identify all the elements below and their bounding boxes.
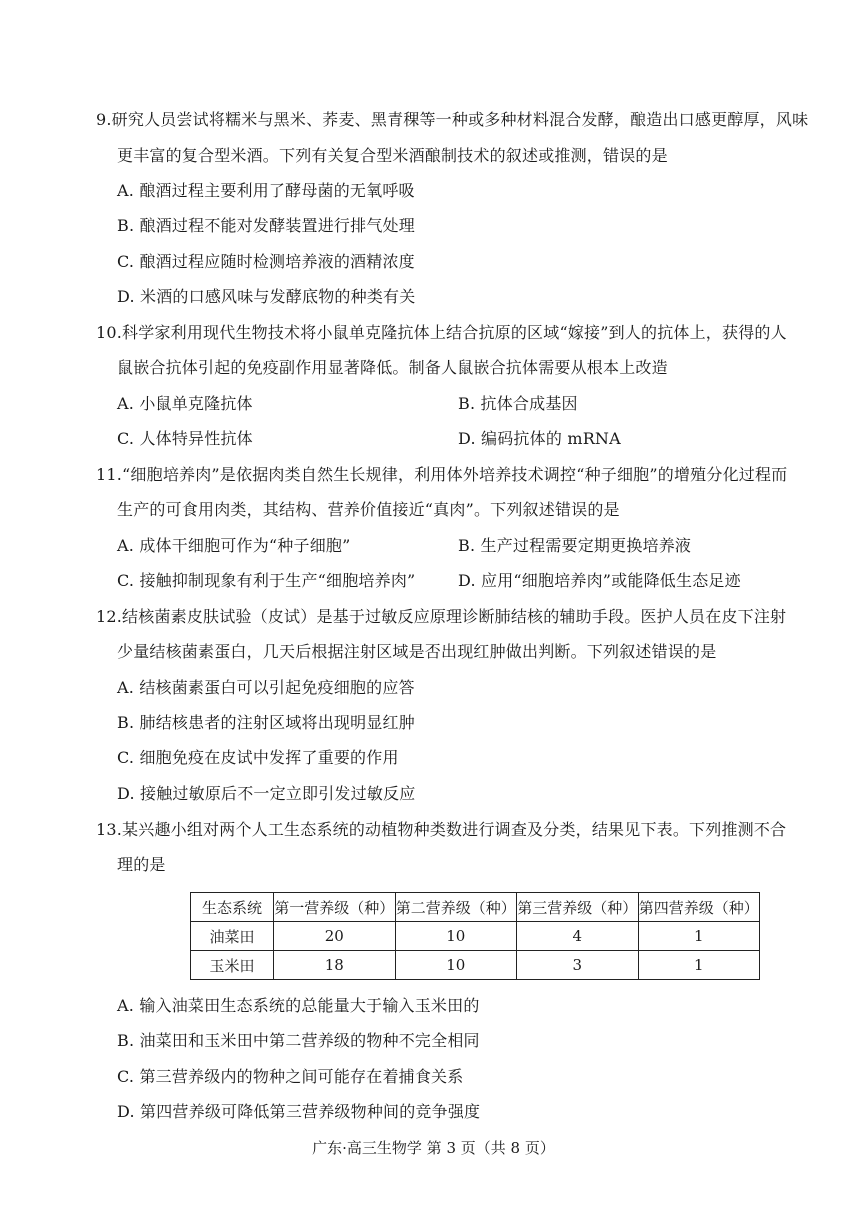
table-cell: 18 — [274, 951, 396, 980]
q11-stem-line2: 生产的可食用肉类，其结构、营养价值接近“真肉”。下列叙述错误的是 — [117, 500, 620, 519]
table-header-row — [191, 893, 760, 922]
q13-option-a: A. 输入油菜田生态系统的总能量大于输入玉米田的 — [117, 996, 480, 1015]
trophic-level-table — [190, 892, 760, 980]
q11-option-c: C. 接触抑制现象有利于生产“细胞培养肉” — [117, 571, 416, 590]
table-header-cell: 第一营养级（种） — [274, 893, 396, 922]
q11-stem-line1: 11.“细胞培养肉”是依据肉类自然生长规律，利用体外培养技术调控“种子细胞”的增殖分化过程而 — [96, 465, 788, 484]
table-header-cell: 生态系统 — [191, 893, 274, 922]
q10-option-b: B. 抗体合成基因 — [458, 394, 578, 413]
table-row — [191, 922, 760, 951]
q12-option-d: D. 接触过敏原后不一定立即引发过敏反应 — [117, 784, 416, 803]
q10-stem-line1: 10.科学家利用现代生物技术将小鼠单克隆抗体上结合抗原的区域“嫁接”到人的抗体上，获得的人 — [96, 323, 787, 342]
table-cell: 10 — [395, 922, 517, 951]
q12-option-b: B. 肺结核患者的注射区域将出现明显红肿 — [117, 713, 415, 732]
q11-option-d: D. 应用“细胞培养肉”或能降低生态足迹 — [458, 571, 741, 590]
table-cell: 20 — [274, 922, 396, 951]
table-header-cell: 第三营养级（种） — [517, 893, 639, 922]
table-cell: 1 — [638, 922, 760, 951]
table-row — [191, 951, 760, 980]
table-cell: 4 — [517, 922, 639, 951]
q9-option-b: B. 酿酒过程不能对发酵装置进行排气处理 — [117, 216, 415, 235]
q9-stem-line2: 更丰富的复合型米酒。下列有关复合型米酒酿制技术的叙述或推测，错误的是 — [117, 146, 668, 165]
q13-option-c: C. 第三营养级内的物种之间可能存在着捕食关系 — [117, 1067, 464, 1086]
q11-option-b: B. 生产过程需要定期更换培养液 — [458, 536, 692, 555]
q10-option-c: C. 人体特异性抗体 — [117, 429, 253, 448]
page-footer: 广东·高三生物学 第 3 页（共 8 页） — [312, 1139, 555, 1157]
q12-stem-line1: 12.结核菌素皮肤试验（皮试）是基于过敏反应原理诊断肺结核的辅助手段。医护人员在皮下注射 — [96, 607, 787, 626]
q13-stem-line1: 13.某兴趣小组对两个人工生态系统的动植物种类数进行调查及分类，结果见下表。下列推测不合 — [96, 820, 787, 839]
q13-option-b: B. 油菜田和玉米田中第二营养级的物种不完全相同 — [117, 1031, 480, 1050]
q10-option-a: A. 小鼠单克隆抗体 — [117, 394, 253, 413]
table-cell: 1 — [638, 951, 760, 980]
q10-stem-line2: 鼠嵌合抗体引起的免疫副作用显著降低。制备人鼠嵌合抗体需要从根本上改造 — [117, 358, 668, 377]
table-header-cell: 第四营养级（种） — [638, 893, 760, 922]
q12-option-c: C. 细胞免疫在皮试中发挥了重要的作用 — [117, 748, 399, 767]
q9-stem-line1: 9.研究人员尝试将糯米与黑米、荞麦、黑青稞等一种或多种材料混合发酵，酿造出口感更醇厚，风味 — [96, 110, 809, 129]
table-cell: 油菜田 — [191, 922, 274, 951]
q9-option-c: C. 酿酒过程应随时检测培养液的酒精浓度 — [117, 252, 415, 271]
q12-option-a: A. 结核菌素蛋白可以引起免疫细胞的应答 — [117, 678, 415, 697]
q9-option-d: D. 米酒的口感风味与发酵底物的种类有关 — [117, 287, 416, 306]
table-header-cell: 第二营养级（种） — [395, 893, 517, 922]
q11-option-a: A. 成体干细胞可作为“种子细胞” — [117, 536, 351, 555]
table-cell: 10 — [395, 951, 517, 980]
q10-option-d: D. 编码抗体的 mRNA — [458, 429, 621, 448]
q13-option-d: D. 第四营养级可降低第三营养级物种间的竞争强度 — [117, 1102, 481, 1121]
table-cell: 3 — [517, 951, 639, 980]
table-cell: 玉米田 — [191, 951, 274, 980]
q9-option-a: A. 酿酒过程主要利用了酵母菌的无氧呼吸 — [117, 181, 415, 200]
q12-stem-line2: 少量结核菌素蛋白，几天后根据注射区域是否出现红肿做出判断。下列叙述错误的是 — [117, 642, 717, 661]
q13-stem-line2: 理的是 — [117, 855, 166, 874]
